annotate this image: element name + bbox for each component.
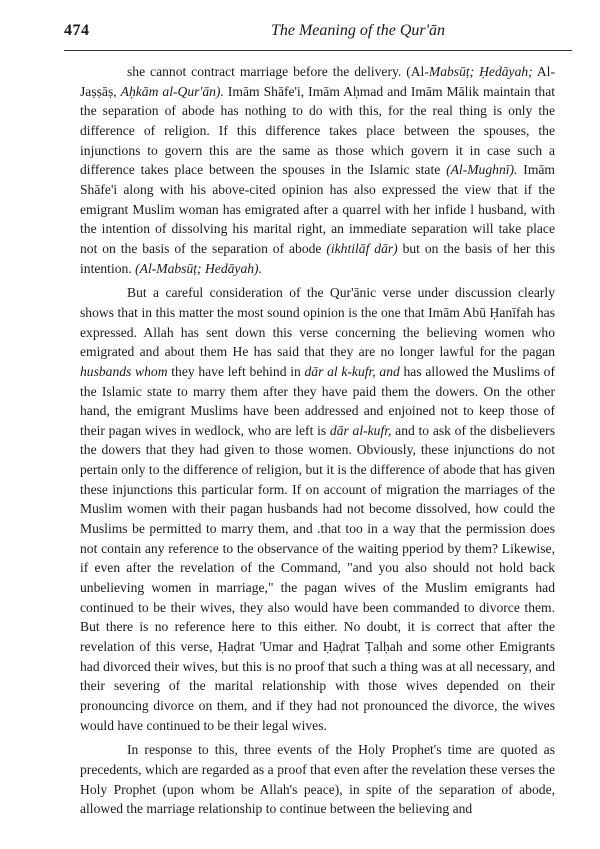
text-run: they have left behind in — [167, 363, 305, 379]
text-run: but on the basis of her this intention. — [80, 240, 555, 276]
paragraph-1 — [80, 62, 555, 278]
italic-text-run: Aḥkām al-Qur'ān). — [120, 83, 224, 99]
paragraph-2 — [80, 283, 555, 735]
header-rule — [64, 50, 572, 51]
page-header — [64, 22, 572, 46]
page-number: 474 — [64, 22, 90, 39]
text-run: Imām Shāfe'i, Imām Aḥmad and Imām Mālik maintain that the separation of abode has nothing to do with this, for the real thing is only the difference of religion. If this difference takes place between the spouses, the injunctions to govern this are the same as those which govern it in case such a difference takes place between the spouses in the Islamic state — [80, 83, 556, 178]
paragraph-3 — [80, 740, 555, 819]
italic-text-run: dār al-kufr, — [329, 422, 392, 438]
text-run: Al-Jaṣṣāṣ, — [80, 64, 555, 99]
italic-text-run: husbands whom — [80, 363, 168, 379]
text-run: and to ask of the disbelievers the dowers that they had given to those women. Obviously, these injunctions do not pertain only to the difference of religion, but it is the difference of abode that has given these injunctions this particular form. If on account of migration the marriages of the Muslim women with their pagan husbands had not become dissolved, how could the Muslims be permitted to marry them, and .that too in a way that the permission does not contain any reference to the observance of the waiting pperiod by them? Likewise, if even after the revelation of the Command, "and you also should not hold back unbelieving women in marriage," the pagan wives of the Muslim emigrants had continued to be their wives, they also would have been commanded to divorce them. But there is no reference here to this either. No doubt, it is correct that after the revelation of this verse, Ḥaḍrat 'Umar and Ḥaḍrat Ṭalḥah and some other Emigrants had divorced their wives, but this is no proof that such a thing was at all necessary, and their severing of the marital relationship with those wives depended on their pronouncing divorce on them, and if they had not pronounced the divorce, the wives would have continued to be their legal wives. — [80, 422, 556, 733]
italic-text-run: (ikhtilāf dār) — [326, 240, 398, 256]
text-run: But a careful consideration of the Qur'ānic verse under discussion clearly shows that in this matter the most sound opinion is the one that Imām Abū Ḥanīfah has expressed. Allah has sent down this verse concerning the believing women who emigrated and about them He has said that they are no longer lawful for the pagan — [80, 285, 555, 360]
italic-text-run: (Al-Mabsūṭ; Hedāyah). — [135, 260, 262, 276]
text-run: she cannot contract marriage before the delivery. (Al- — [127, 64, 429, 79]
running-title: The Meaning of the Qur'ān — [270, 22, 446, 39]
body-text — [80, 62, 555, 819]
text-run: has allowed the Muslims of the Islamic state to marry them after they have paid them the dowers. On the other hand, the emigrant Muslims have been addressed and enjoined not to keep those of their pagan wives in wedlock, who are left is — [80, 363, 555, 438]
italic-text-run: dār al k-kufr, and — [304, 363, 400, 379]
text-run: In response to this, three events of the Holy Prophet's time are quoted as precedents, which are regarded as a proof that even after the revelation these verses the Holy Prophet (upon whom be Allah's peace), in spite of the separation of abode, allowed the marriage relationship to continue between the believing and — [80, 742, 555, 817]
italic-text-run: Mabsūṭ; Ḥedāyah; — [428, 64, 533, 79]
italic-text-run: (Al-Mughnī). — [446, 162, 518, 178]
text-run: Imām Shāfe'i along with his above-cited opinion has also expressed the view that if the emigrant Muslim woman has emigrated after a quarrel with her infide l husband, with the intention of dissolving his marital right, an immediate separation will take place not on the basis of the separation of abode — [80, 162, 555, 256]
